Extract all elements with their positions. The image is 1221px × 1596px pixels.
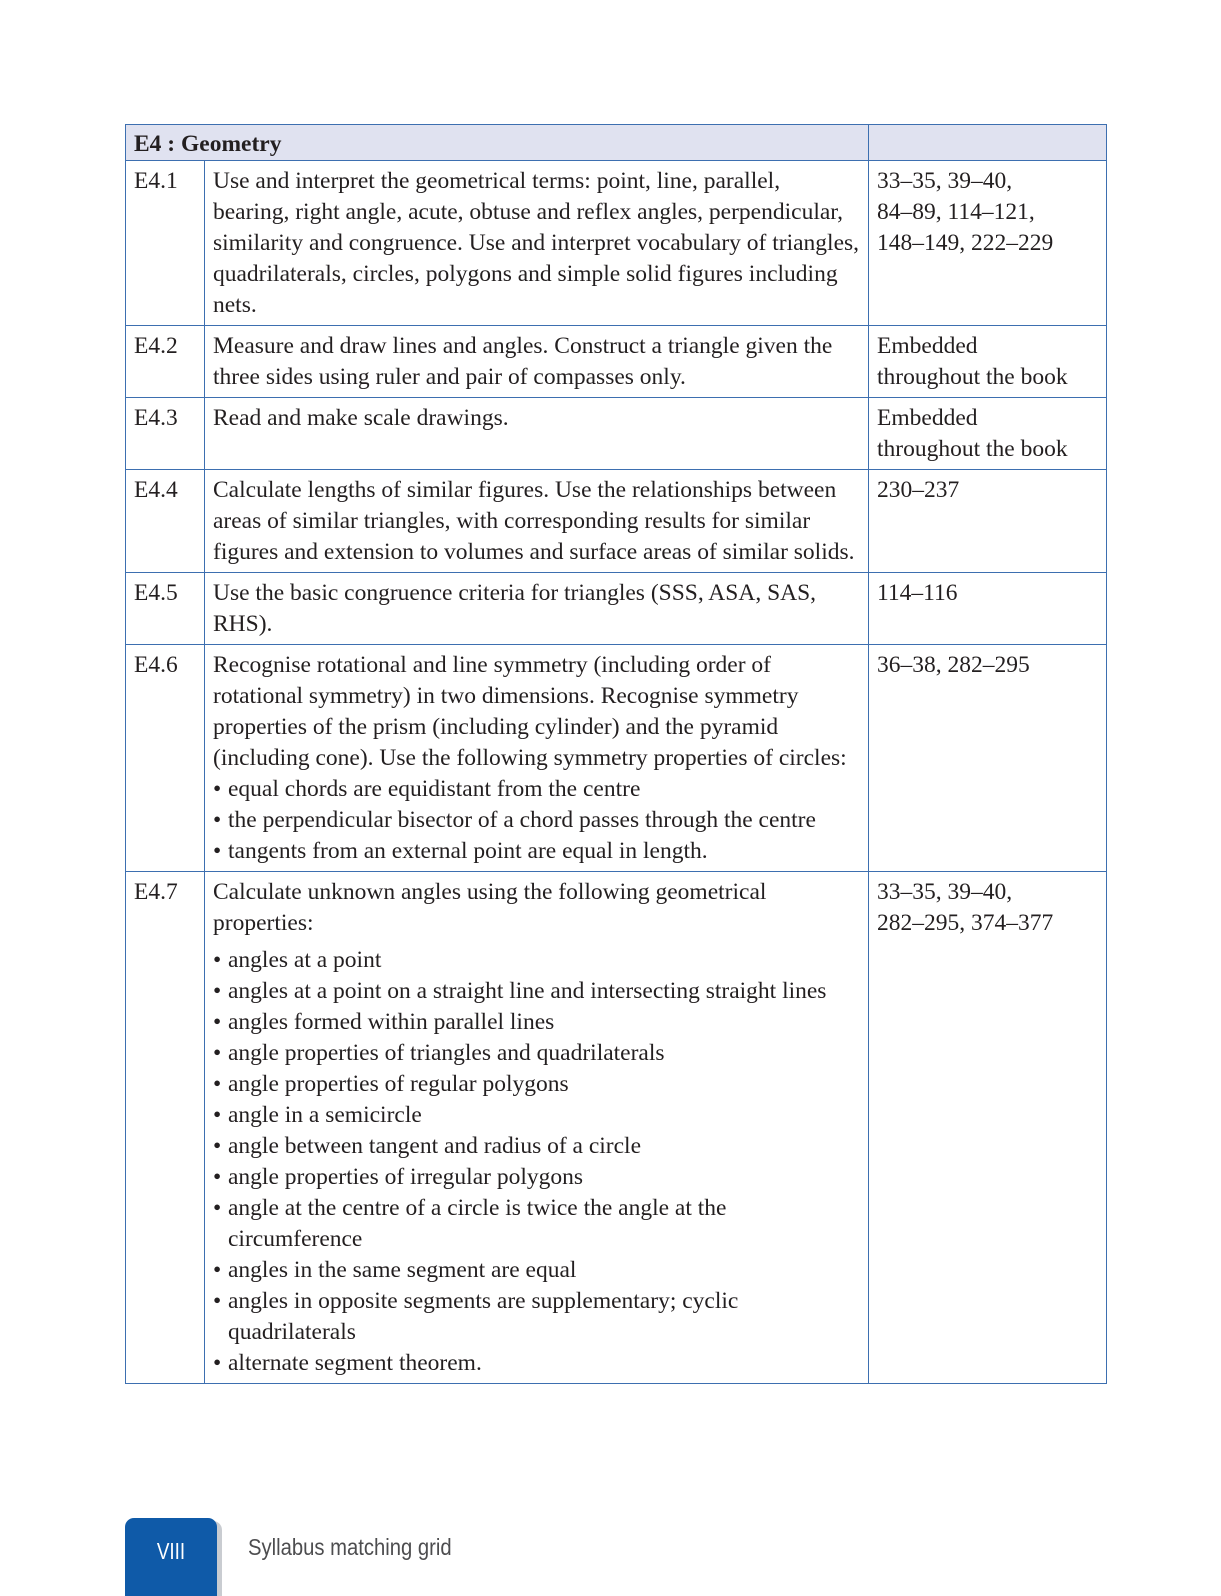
section-ref — [869, 125, 1107, 161]
page-reference: 282–295, 374–377 — [877, 910, 1054, 936]
syllabus-description: Measure and draw lines and angles. Construct a triangle given the three sides using ruler and pair of compasses only. — [205, 326, 869, 398]
page-number: VIII — [156, 1538, 186, 1564]
table-row — [126, 645, 1107, 872]
bullet-text: equal chords are equidistant from the centre — [228, 776, 641, 802]
section-title: E4 : Geometry — [126, 125, 869, 161]
syllabus-code: E4.4 — [126, 470, 205, 573]
page-reference: throughout the book — [877, 364, 1068, 390]
bullet-item: • angle properties of triangles and quadrilaterals — [213, 1040, 665, 1066]
page-reference: Embedded — [877, 405, 978, 431]
table-row — [126, 398, 1107, 470]
bullet-item: • equal chords are equidistant from the centre — [213, 776, 641, 802]
syllabus-description: Calculate lengths of similar figures. Use the relationships between areas of similar triangles, with corresponding results for similar figures and extension to volumes and surface areas of similar solids. — [205, 470, 869, 573]
syllabus-description: Use the basic congruence criteria for triangles (SSS, ASA, SAS, RHS). — [205, 573, 869, 645]
bullet-list — [213, 774, 860, 867]
description-intro: Calculate unknown angles using the following geometrical properties: — [213, 879, 767, 936]
table-row — [126, 872, 1107, 1384]
page-references — [869, 161, 1107, 326]
page-reference: 84–89, 114–121, — [877, 199, 1035, 225]
bullet-text: angle at the centre of a circle is twice the angle at the circumference — [228, 1195, 727, 1252]
bullet-text: angle properties of triangles and quadrilaterals — [228, 1040, 665, 1066]
page-reference: 36–38, 282–295 — [877, 652, 1030, 678]
syllabus-code: E4.1 — [126, 161, 205, 326]
page-reference: 114–116 — [877, 580, 958, 606]
syllabus-grid-table — [125, 124, 1107, 1384]
page-references — [869, 645, 1107, 872]
page-reference: throughout the book — [877, 436, 1068, 462]
bullet-list — [213, 945, 860, 1379]
bullet-item: • angles in opposite segments are supplementary; cyclic quadrilaterals — [213, 1288, 739, 1345]
bullet-text: angles formed within parallel lines — [228, 1009, 555, 1035]
bullet-text: angle in a semicircle — [228, 1102, 422, 1128]
bullet-item: • angle properties of irregular polygons — [213, 1164, 584, 1190]
bullet-text: angles in opposite segments are supplementary; cyclic quadrilaterals — [228, 1288, 739, 1345]
bullet-item: • angles at a point on a straight line and intersecting straight lines — [213, 978, 827, 1004]
syllabus-code: E4.7 — [126, 872, 205, 1384]
bullet-item: • angle at the centre of a circle is twice the angle at the circumference — [213, 1195, 727, 1252]
section-header-row — [126, 125, 1107, 161]
bullet-text: angle properties of regular polygons — [228, 1071, 569, 1097]
bullet-text: angle between tangent and radius of a circle — [228, 1133, 642, 1159]
bullet-item: • angles at a point — [213, 947, 382, 973]
page-references — [869, 470, 1107, 573]
bullet-text: alternate segment theorem. — [228, 1350, 482, 1376]
bullet-item: • angles formed within parallel lines — [213, 1009, 555, 1035]
bullet-item: • alternate segment theorem. — [213, 1350, 482, 1376]
syllabus-code: E4.6 — [126, 645, 205, 872]
page-references — [869, 398, 1107, 470]
syllabus-code: E4.2 — [126, 326, 205, 398]
page-references — [869, 573, 1107, 645]
syllabus-code: E4.3 — [126, 398, 205, 470]
bullet-text: the perpendicular bisector of a chord passes through the centre — [228, 807, 816, 833]
page-reference: 148–149, 222–229 — [877, 230, 1054, 256]
bullet-text: tangents from an external point are equal in length. — [228, 838, 708, 864]
bullet-item: • angle properties of regular polygons — [213, 1071, 569, 1097]
page-reference: Embedded — [877, 333, 978, 359]
page-reference: 33–35, 39–40, — [877, 879, 1013, 905]
bullet-text: angle properties of irregular polygons — [228, 1164, 584, 1190]
page-number-tab — [125, 1518, 217, 1596]
table-row — [126, 326, 1107, 398]
bullet-item: • angles in the same segment are equal — [213, 1257, 577, 1283]
bullet-item: • the perpendicular bisector of a chord passes through the centre — [213, 807, 816, 833]
running-footer-title: Syllabus matching grid — [248, 1534, 452, 1560]
bullet-text: angles at a point — [228, 947, 382, 973]
syllabus-description — [205, 872, 869, 1384]
syllabus-description: Use and interpret the geometrical terms: point, line, parallel, bearing, right angle, acute, obtuse and reflex angles, perpendicular, similarity and congruence. Use and interpret vocabulary of triangles, quadrilaterals, circles, polygons and simple solid figures including nets. — [205, 161, 869, 326]
table-row — [126, 470, 1107, 573]
table-row — [126, 161, 1107, 326]
table-row — [126, 573, 1107, 645]
bullet-text: angles in the same segment are equal — [228, 1257, 577, 1283]
syllabus-code: E4.5 — [126, 573, 205, 645]
bullet-item: • angle in a semicircle — [213, 1102, 422, 1128]
page-references — [869, 326, 1107, 398]
bullet-text: angles at a point on a straight line and intersecting straight lines — [228, 978, 827, 1004]
bullet-item: • tangents from an external point are equal in length. — [213, 838, 708, 864]
page-references — [869, 872, 1107, 1384]
bullet-item: • angle between tangent and radius of a circle — [213, 1133, 642, 1159]
page-reference: 33–35, 39–40, — [877, 168, 1013, 194]
syllabus-description: Read and make scale drawings. — [205, 398, 869, 470]
syllabus-description — [205, 645, 869, 872]
description-intro: Recognise rotational and line symmetry (including order of rotational symmetry) in two dimensions. Recognise symmetry properties of the prism (including cylinder) and the pyramid (including cone). Use the following symmetry properties of circles: — [213, 652, 847, 771]
page-reference: 230–237 — [877, 477, 960, 503]
